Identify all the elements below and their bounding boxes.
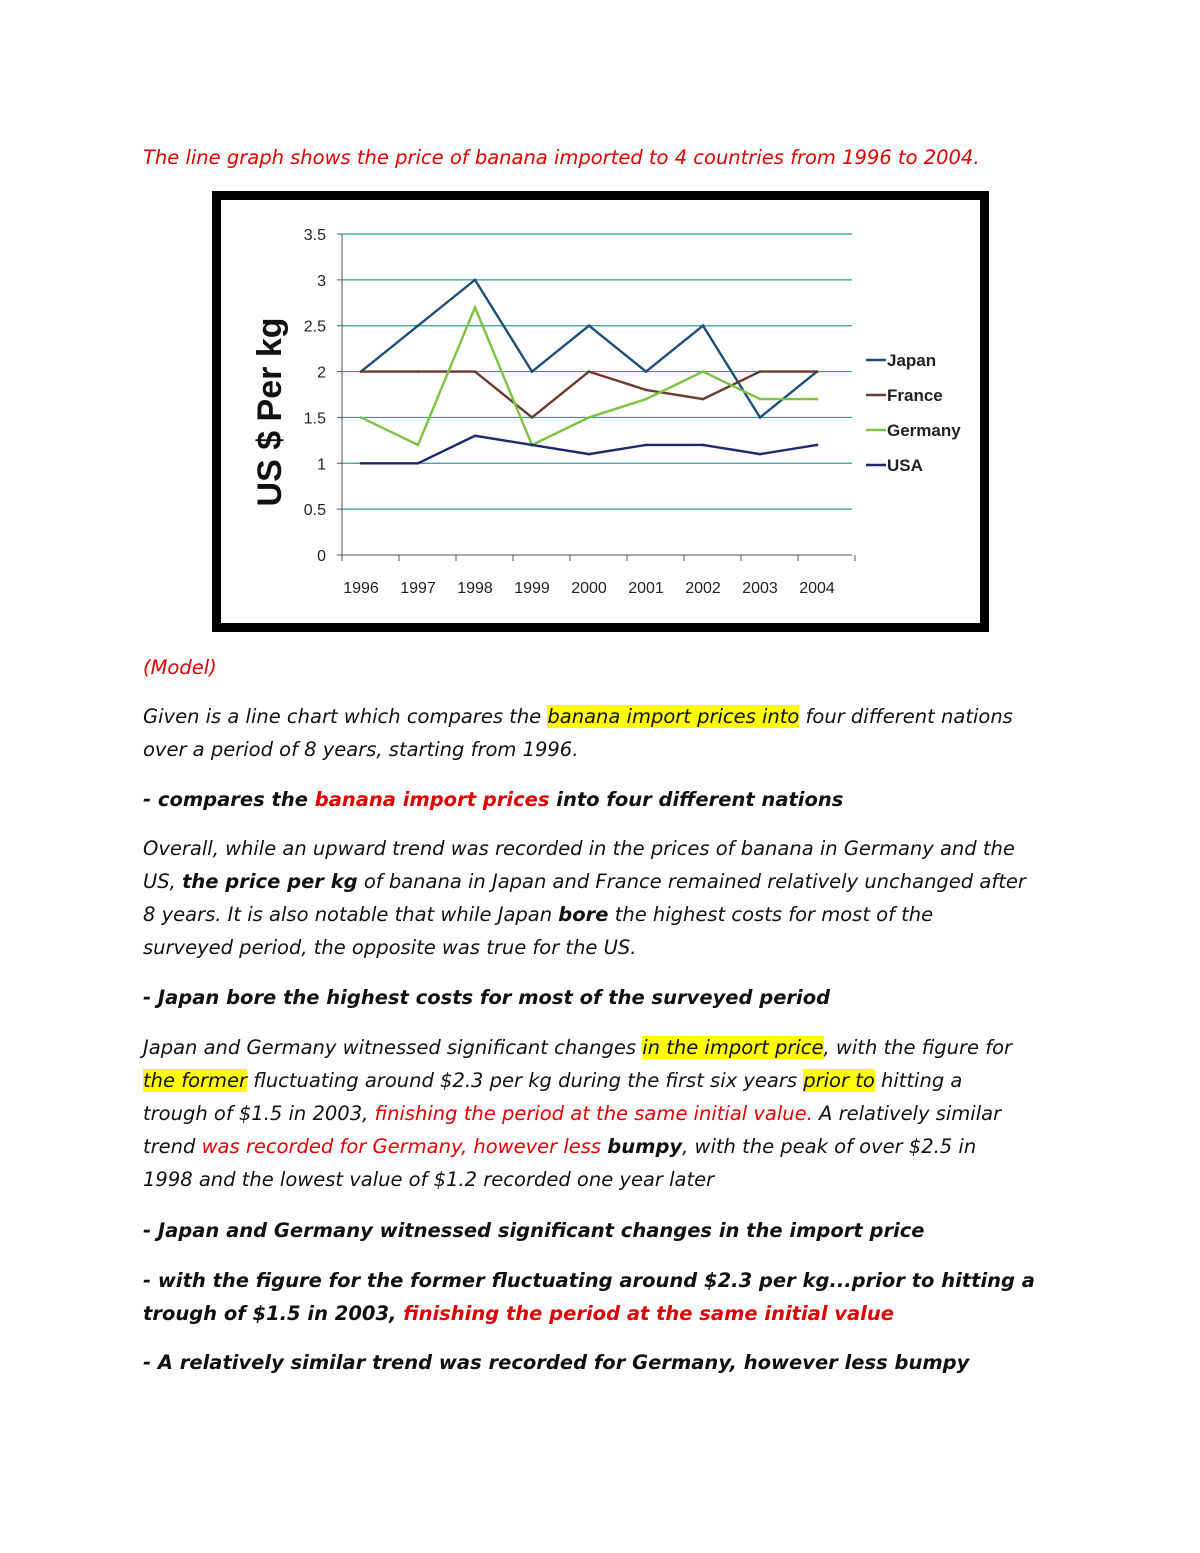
legend-label-germany: Germany bbox=[887, 421, 961, 440]
x-tick-label: 2003 bbox=[742, 580, 778, 597]
paragraph-line bbox=[143, 1031, 1012, 1064]
y-tick-label: 0 bbox=[317, 548, 326, 565]
text-span: A relatively similar bbox=[812, 1102, 1002, 1125]
text-span: US, bbox=[143, 870, 183, 893]
text-span: of banana in Japan and France remained relatively unchanged after bbox=[357, 870, 1026, 893]
data-point-france bbox=[474, 370, 477, 373]
series-line-usa bbox=[361, 436, 817, 464]
text-span: into four different nations bbox=[549, 788, 844, 811]
paragraph-line bbox=[143, 898, 1026, 931]
bullet-similar-trend: - A relatively similar trend was recorded for Germany, however less bumpy bbox=[143, 1351, 970, 1374]
chart-area bbox=[221, 200, 980, 623]
data-point-usa bbox=[360, 462, 363, 465]
highlighted-phrase: prior to bbox=[803, 1069, 875, 1092]
paragraph-line bbox=[143, 1097, 1012, 1130]
data-point-japan bbox=[474, 279, 477, 282]
data-point-france bbox=[702, 398, 705, 401]
red-phrase: finishing the period at the same initial value bbox=[403, 1302, 894, 1325]
data-point-usa bbox=[702, 444, 705, 447]
data-point-usa bbox=[417, 462, 420, 465]
text-span: hitting a bbox=[874, 1069, 963, 1092]
paragraph-line bbox=[143, 700, 1013, 733]
text-span: fluctuating around $2.3 per kg during the first six years bbox=[247, 1069, 804, 1092]
legend-label-usa: USA bbox=[887, 456, 923, 475]
x-tick-label: 2002 bbox=[685, 580, 721, 597]
data-point-usa bbox=[531, 444, 534, 447]
x-tick-label: 2000 bbox=[571, 580, 607, 597]
x-tick-label: 1999 bbox=[514, 580, 550, 597]
y-axis-label: US $ Per kg bbox=[251, 317, 289, 507]
data-point-japan bbox=[417, 324, 420, 327]
model-label: (Model) bbox=[143, 656, 217, 679]
y-tick-label: 3.5 bbox=[303, 227, 326, 244]
bold-phrase: the price per kg bbox=[182, 870, 358, 893]
x-tick-label: 1997 bbox=[400, 580, 436, 597]
data-point-usa bbox=[645, 444, 648, 447]
data-point-usa bbox=[474, 434, 477, 437]
line-chart bbox=[221, 200, 980, 623]
data-point-japan bbox=[702, 324, 705, 327]
bullet-japan-bore: - Japan bore the highest costs for most of the surveyed period bbox=[143, 986, 831, 1009]
data-point-germany bbox=[702, 370, 705, 373]
paragraph-overview bbox=[143, 832, 1026, 964]
data-point-japan bbox=[531, 370, 534, 373]
red-phrase: finishing the period at the same initial value. bbox=[374, 1102, 813, 1125]
paragraph-details bbox=[143, 1031, 1012, 1196]
paragraph-line bbox=[143, 865, 1026, 898]
text-span: , with the figure for bbox=[823, 1036, 1013, 1059]
x-tick-label: 1996 bbox=[343, 580, 379, 597]
data-point-france bbox=[759, 370, 762, 373]
data-point-usa bbox=[816, 444, 819, 447]
text-span: 8 years. It is also notable that while Japan bbox=[143, 903, 559, 926]
paragraph-line bbox=[143, 1297, 1035, 1330]
series-line-japan bbox=[361, 280, 817, 418]
chart-frame bbox=[212, 191, 989, 632]
paragraph-line: Overall, while an upward trend was recorded in the prices of banana in Germany and the bbox=[143, 837, 1015, 860]
data-point-usa bbox=[759, 453, 762, 456]
x-tick-label: 1998 bbox=[457, 580, 493, 597]
text-span: Given is a line chart which compares the bbox=[143, 705, 548, 728]
paragraph-line: 1998 and the lowest value of $1.2 recorded one year later bbox=[143, 1168, 715, 1191]
bold-phrase: bumpy bbox=[607, 1135, 683, 1158]
data-point-germany bbox=[759, 398, 762, 401]
data-point-japan bbox=[645, 370, 648, 373]
y-tick-label: 1 bbox=[317, 456, 326, 474]
legend-label-japan: Japan bbox=[887, 351, 937, 370]
red-phrase: was recorded for Germany, however less bbox=[201, 1135, 602, 1158]
data-point-germany bbox=[417, 444, 420, 447]
y-tick-label: 1.5 bbox=[303, 410, 326, 428]
red-phrase: banana import prices bbox=[314, 788, 550, 811]
text-span: trough of $1.5 in 2003, bbox=[143, 1102, 375, 1125]
data-point-france bbox=[816, 370, 819, 373]
bold-phrase: bore bbox=[558, 903, 609, 926]
paragraph-line bbox=[143, 1130, 1012, 1163]
data-point-japan bbox=[759, 416, 762, 419]
data-point-germany bbox=[474, 306, 477, 309]
y-tick-label: 2.5 bbox=[303, 318, 326, 336]
paragraph-intro bbox=[143, 700, 1013, 766]
text-span: Japan and Germany witnessed significant changes bbox=[143, 1036, 643, 1059]
text-span: trend bbox=[143, 1135, 202, 1158]
data-point-france bbox=[417, 370, 420, 373]
data-point-germany bbox=[360, 416, 363, 419]
data-point-france bbox=[531, 416, 534, 419]
data-point-france bbox=[360, 370, 363, 373]
x-tick-label: 2001 bbox=[628, 580, 664, 597]
paragraph-line bbox=[143, 1064, 1012, 1097]
legend-label-france: France bbox=[887, 386, 943, 405]
x-tick-label: 2004 bbox=[799, 580, 835, 597]
bullet-fluctuating bbox=[143, 1264, 1035, 1330]
paragraph-line: surveyed period, the opposite was true for the US. bbox=[143, 936, 637, 959]
highlighted-phrase: the former bbox=[143, 1069, 248, 1092]
data-point-usa bbox=[588, 453, 591, 456]
text-span: the highest costs for most of the bbox=[608, 903, 934, 926]
text-span: trough of $1.5 in 2003, bbox=[143, 1302, 404, 1325]
data-point-france bbox=[645, 389, 648, 392]
paragraph-line: - with the figure for the former fluctuating around $2.3 per kg...prior to hitting a bbox=[143, 1269, 1035, 1292]
data-point-germany bbox=[588, 416, 591, 419]
y-tick-label: 2 bbox=[317, 364, 326, 382]
bullet-compares bbox=[143, 783, 843, 816]
y-tick-label: 3 bbox=[317, 272, 326, 290]
data-point-japan bbox=[588, 324, 591, 327]
text-span: four different nations bbox=[799, 705, 1013, 728]
data-point-germany bbox=[816, 398, 819, 401]
text-span: - compares the bbox=[143, 788, 315, 811]
highlighted-phrase: banana import prices into bbox=[547, 705, 800, 728]
bullet-significant-changes: - Japan and Germany witnessed significant changes in the import price bbox=[143, 1219, 925, 1242]
data-point-germany bbox=[645, 398, 648, 401]
intro-sentence: The line graph shows the price of banana imported to 4 countries from 1996 to 2004. bbox=[143, 146, 980, 169]
paragraph-line: over a period of 8 years, starting from 1996. bbox=[143, 738, 579, 761]
highlighted-phrase: in the import price bbox=[642, 1036, 824, 1059]
text-span: , with the peak of over $2.5 in bbox=[682, 1135, 977, 1158]
data-point-france bbox=[588, 370, 591, 373]
y-tick-label: 0.5 bbox=[303, 502, 326, 520]
